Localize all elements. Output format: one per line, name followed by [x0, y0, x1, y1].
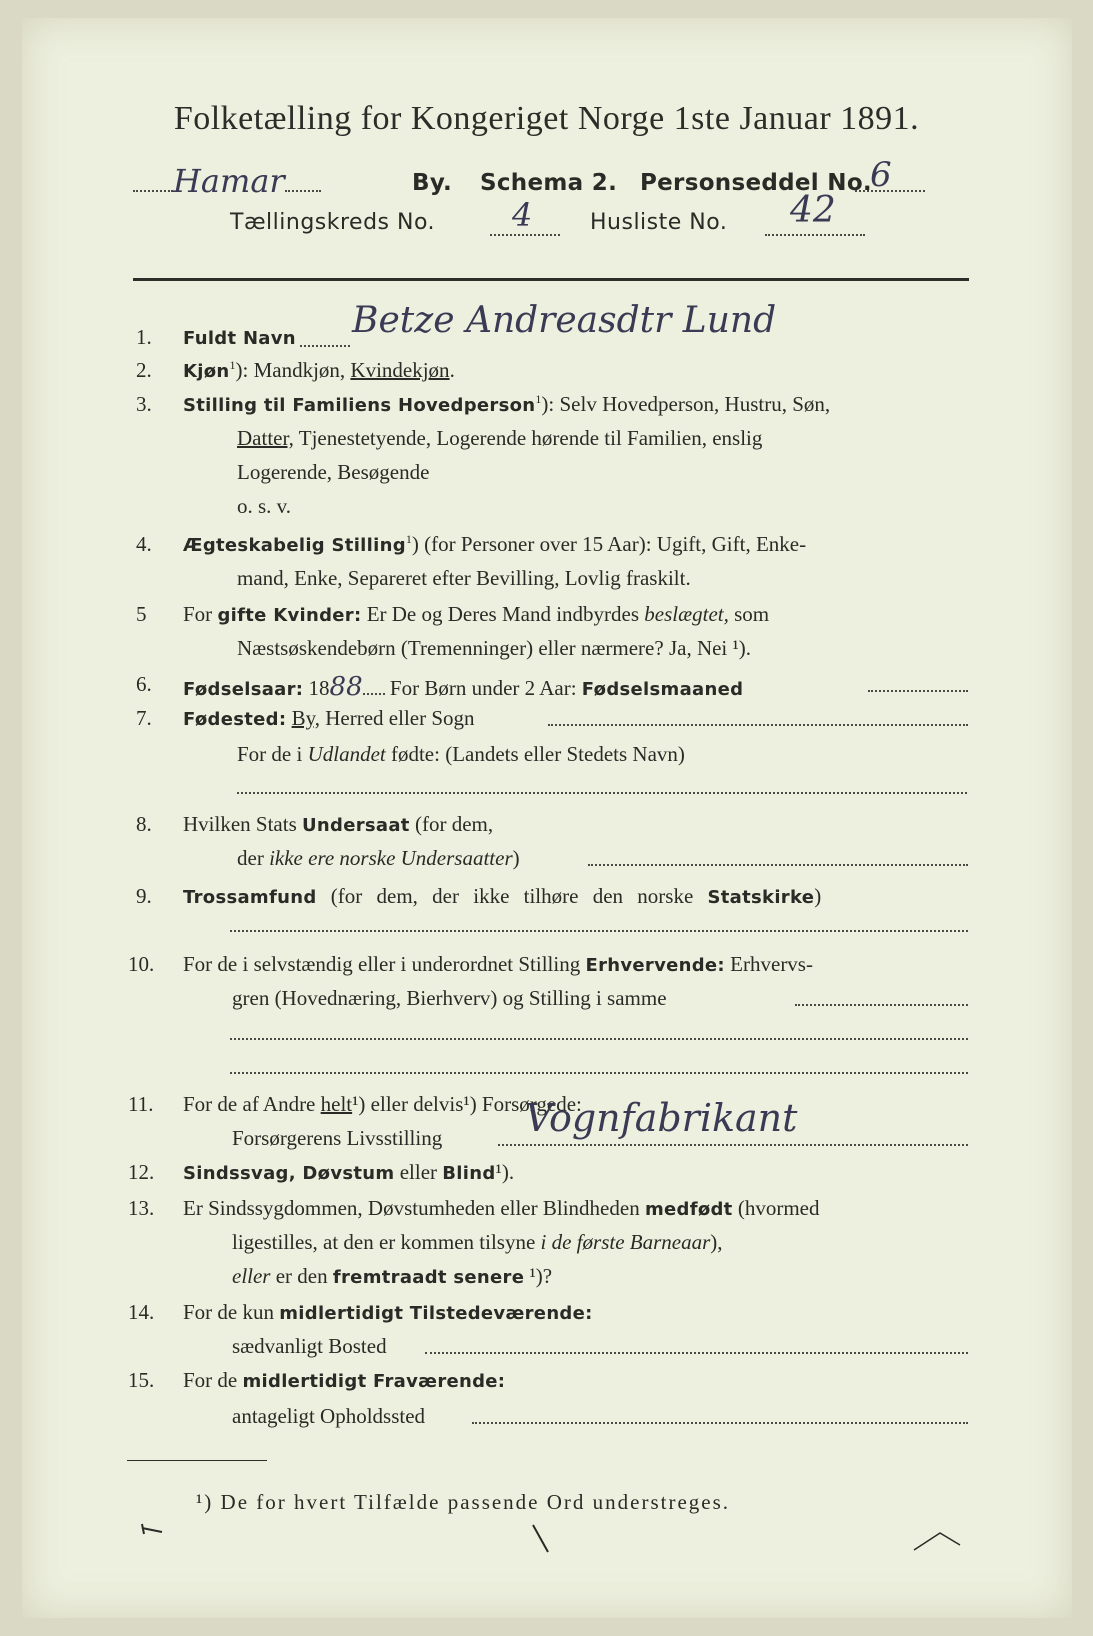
q11-provider-occupation: Vognfabrikant — [525, 1096, 798, 1140]
q4-number: 4. — [136, 532, 152, 556]
q8-label: Undersaat — [302, 815, 410, 836]
header-rule — [133, 278, 969, 281]
q9-dots — [230, 930, 968, 932]
q14-label: midlertidigt Tilstedeværende: — [279, 1303, 593, 1324]
q13-text3c: ¹)? — [524, 1264, 553, 1288]
q3-label: Stilling til Familiens Hovedperson — [183, 395, 536, 416]
q7-line1 — [183, 706, 475, 731]
q3-text2: Tjenestetyende, Logerende hørende til Familien, enslig — [293, 426, 763, 450]
q2-line — [183, 358, 455, 383]
q10-dots1 — [795, 1004, 968, 1006]
q13-text1: Er Sindssygdommen, Døvstumheden eller Blindheden — [183, 1196, 645, 1220]
q5-pre: For — [183, 602, 218, 626]
q14-line2: sædvanligt Bosted — [232, 1334, 387, 1358]
personseddel-dots — [855, 190, 925, 192]
q9-line — [183, 884, 821, 909]
q13-text2c: ), — [710, 1230, 723, 1254]
q6-line — [183, 672, 743, 702]
q13-line3 — [232, 1264, 552, 1289]
q3-line2 — [237, 426, 762, 451]
q14-line1 — [183, 1300, 593, 1325]
q2-text-a: ): Mandkjøn, — [235, 358, 351, 382]
q13-eller: eller — [232, 1264, 271, 1288]
q11-dots — [498, 1144, 968, 1146]
q15-label: midlertidigt Fraværende: — [242, 1371, 506, 1392]
footnote-rule — [127, 1460, 267, 1461]
q13-text1b: (hvormed — [732, 1196, 820, 1220]
q1-full-name: Betze Andreasdtr Lund — [352, 300, 777, 341]
q6-number: 6. — [136, 672, 152, 696]
city-handwritten: Hamar — [173, 162, 285, 200]
kreds-label: Tællingskreds No. — [230, 210, 436, 235]
q9-label: Trossamfund — [183, 887, 317, 908]
q8-text1a: Hvilken Stats — [183, 812, 302, 836]
q11-line1 — [183, 1092, 582, 1117]
by-label: By. — [412, 170, 453, 196]
q3-text1: ): Selv Hovedperson, Hustru, Søn, — [541, 392, 831, 416]
q11-text1b: ¹) eller delvis¹) Forsørgede: — [352, 1092, 582, 1116]
census-form-sheet — [22, 18, 1072, 1618]
q12-label: Sindssvag, Døvstum — [183, 1163, 395, 1184]
husliste-number: 42 — [790, 190, 836, 231]
q12-text: eller — [394, 1160, 443, 1184]
q6-prefix: 18 — [303, 676, 330, 700]
kreds-dots — [490, 234, 560, 236]
q6-birth-year: 88 — [329, 672, 363, 702]
q2-number: 2. — [136, 358, 152, 382]
schema-label: Schema 2. — [480, 170, 618, 196]
q3-line4: o. s. v. — [237, 494, 292, 518]
q9-number: 9. — [136, 884, 152, 908]
q7-udlandet: Udlandet — [307, 742, 386, 766]
q4-text1: ) (for Personer over 15 Aar): Ugift, Gift, Enke- — [411, 532, 807, 556]
q6-label: Fødselsaar: — [183, 679, 304, 700]
q11-line2: Forsørgerens Livsstilling — [232, 1126, 443, 1150]
q11-number: 11. — [128, 1092, 154, 1116]
q13-text3b: er den — [270, 1264, 333, 1288]
form-title: Folketælling for Kongeriget Norge 1ste Januar 1891. — [173, 100, 920, 137]
q8-line1 — [183, 812, 493, 837]
q10-line2: gren (Hovednæring, Bierhverv) og Stilling i samme — [232, 986, 667, 1010]
q6-dots — [868, 690, 968, 692]
q12-text-end: ¹). — [495, 1160, 515, 1184]
q10-label: Erhvervende: — [585, 955, 725, 976]
q12-label2: Blind — [442, 1163, 496, 1184]
q3-line1 — [183, 392, 830, 417]
q8-text2a: der — [237, 846, 270, 870]
q5-line1 — [183, 602, 769, 627]
q5-line2: Næstsøskendebørn (Tremenninger) eller nærmere? Ja, Nei ¹). — [237, 636, 752, 660]
footnote: ¹) De for hvert Tilfælde passende Ord understreges. — [196, 1490, 731, 1514]
q9-text-end: ) — [814, 884, 822, 908]
q13-label3: fremtraadt senere — [332, 1267, 525, 1288]
q1-dots — [300, 345, 350, 347]
q3-number: 3. — [136, 392, 152, 416]
q8-number: 8. — [136, 812, 152, 836]
q5-number: 5 — [136, 602, 147, 626]
q4-line2: mand, Enke, Separeret efter Bevilling, Lovlig fraskilt. — [237, 566, 691, 590]
q6-label2: Fødselsmaaned — [581, 679, 744, 700]
q1-number: 1. — [136, 325, 152, 349]
q15-pre: For de — [183, 1368, 243, 1392]
q5-beslaegtet: beslægtet, — [644, 602, 729, 626]
q10-line1 — [183, 952, 813, 977]
q13-barneaar: i de første Barneaar — [540, 1230, 711, 1254]
q14-dots — [425, 1352, 968, 1354]
q15-number: 15. — [128, 1368, 155, 1392]
q3-line3: Logerende, Besøgende — [237, 460, 430, 484]
q13-line2 — [232, 1230, 723, 1255]
q1-label: Fuldt Navn — [183, 328, 296, 349]
q7-line2 — [237, 742, 685, 767]
q2-label: Kjøn — [183, 361, 230, 382]
q13-number: 13. — [128, 1196, 155, 1220]
q2-text-c: . — [449, 358, 455, 382]
q10-number: 10. — [128, 952, 155, 976]
q13-label: medfødt — [644, 1199, 733, 1220]
q7-text2c: fødte: (Landets eller Stedets Navn) — [385, 742, 685, 766]
q2-footnote-ref: 1 — [229, 358, 236, 372]
q14-pre: For de kun — [183, 1300, 280, 1324]
q7-dots2 — [237, 792, 967, 794]
q15-line1 — [183, 1368, 505, 1393]
q7-text2a: For de i — [237, 742, 308, 766]
q8-text2c: ) — [512, 846, 520, 870]
q7-number: 7. — [136, 706, 152, 730]
ink-mark-center — [530, 1522, 560, 1562]
q10-text1: For de i selvstændig eller i underordnet Stilling — [183, 952, 586, 976]
q10-text1b: Erhvervs- — [724, 952, 813, 976]
q15-line2: antageligt Opholdssted — [232, 1404, 426, 1428]
city-line — [133, 162, 321, 200]
q4-footnote-ref: 1 — [405, 532, 412, 546]
q11-helt: helt — [320, 1092, 353, 1116]
personseddel-number: 6 — [870, 155, 892, 195]
q2-kvindekjon: Kvindekjøn — [350, 358, 450, 382]
ink-mark-left — [140, 1520, 180, 1540]
q8-text1b: (for dem, — [409, 812, 494, 836]
q8-line2 — [237, 846, 520, 871]
q5-text1c: som — [728, 602, 770, 626]
q11-text1a: For de af Andre — [183, 1092, 321, 1116]
personseddel-label: Personseddel No. — [640, 170, 872, 196]
q7-dots1 — [548, 724, 968, 726]
q3-datter: Datter, — [237, 426, 294, 450]
q14-number: 14. — [128, 1300, 155, 1324]
husliste-dots — [765, 234, 865, 236]
q13-line1 — [183, 1196, 820, 1221]
q12-number: 12. — [128, 1160, 155, 1184]
kreds-number: 4 — [512, 196, 533, 234]
q4-line1 — [183, 532, 806, 557]
q8-dots — [588, 864, 968, 866]
q9-text: (for dem, der ikke tilhøre den norske — [316, 884, 708, 908]
q7-label: Fødested: — [183, 709, 287, 730]
husliste-label: Husliste No. — [590, 210, 728, 235]
q4-label: Ægteskabelig Stilling — [183, 535, 406, 556]
q8-ikke-norske: ikke ere norske Undersaatter — [269, 846, 513, 870]
q9-label2: Statskirke — [707, 887, 815, 908]
q7-text1: Herred eller Sogn — [320, 706, 475, 730]
q3-footnote-ref: 1 — [535, 392, 542, 406]
q10-dots3 — [230, 1072, 968, 1074]
q7-by: By, — [291, 706, 320, 730]
q13-text2a: ligestilles, at den er kommen tilsyne — [232, 1230, 541, 1254]
q5-text1a: Er De og Deres Mand indbyrdes — [361, 602, 645, 626]
q15-dots — [472, 1422, 968, 1424]
q5-label: gifte Kvinder: — [217, 605, 362, 626]
q12-line — [183, 1160, 514, 1185]
q6-text: For Børn under 2 Aar: — [384, 676, 582, 700]
ink-mark-right — [910, 1525, 970, 1555]
q10-dots2 — [230, 1038, 968, 1040]
